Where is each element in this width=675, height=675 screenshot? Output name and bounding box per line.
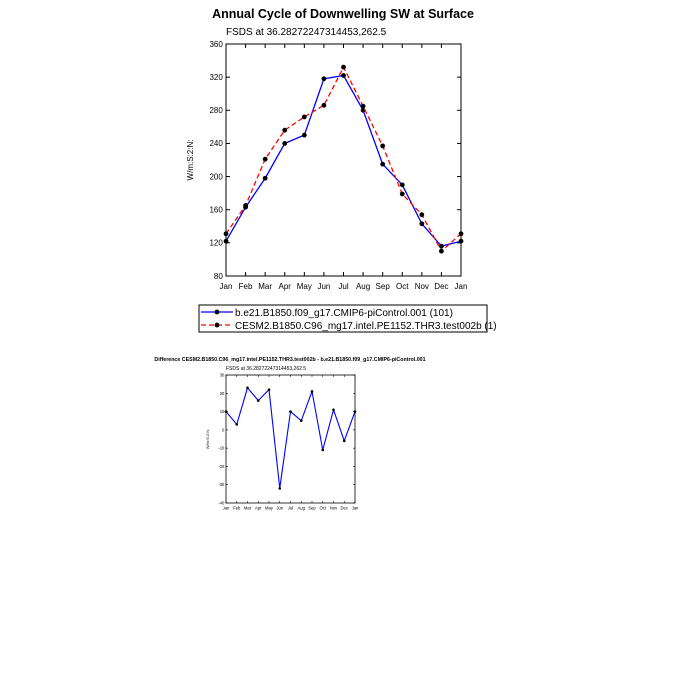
diff-chart-title: Difference CESM2.B1850.C96_mg17.intel.PE1152.THR3.test002b - b.e21.B1850.f09_g17.CMIP6-piControl.001 [154, 357, 426, 363]
main-series-1-point [380, 162, 385, 167]
main-series-1-point [263, 176, 268, 181]
main-xtick-label: Jun [317, 281, 331, 291]
main-chart-subtitle: FSDS at 36.28272247314453,262.5 [226, 27, 387, 38]
legend-marker-series-2 [215, 323, 220, 328]
main-xtick-label: Aug [355, 281, 371, 291]
diff-xtick-label: Jul [287, 505, 294, 511]
main-chart [186, 7, 497, 332]
main-series-2-point [322, 103, 327, 108]
main-ytick-label: 240 [209, 139, 223, 149]
main-series [224, 65, 464, 254]
diff-series-1-point [332, 408, 335, 411]
diff-series-1-point [257, 399, 260, 402]
main-xtick-label: Jan [219, 281, 233, 291]
main-xtick-label: Jul [338, 281, 349, 291]
diff-xtick-label: Aug [297, 505, 305, 511]
main-series-2-point [400, 192, 405, 197]
main-xtick-label: Feb [238, 281, 253, 291]
diff-series-1-point [246, 387, 249, 390]
main-ytick-label: 200 [209, 172, 223, 182]
main-series-2-point [459, 231, 464, 236]
diff-ytick-label: 20 [219, 390, 225, 396]
main-series-2-point [380, 144, 385, 149]
main-ytick-label: 120 [209, 238, 223, 248]
main-ytick-label: 160 [209, 205, 223, 215]
diff-series-1-point [300, 419, 303, 422]
diff-ytick-label: -20 [218, 463, 225, 469]
legend-marker-series-1 [215, 310, 220, 315]
main-series-1-point [224, 239, 229, 244]
diff-series-1-point [268, 388, 271, 391]
diff-series [225, 387, 357, 490]
main-series-2-point [419, 212, 424, 217]
main-series-1-point [439, 244, 444, 249]
legend-label-series-1: b.e21.B1850.f09_g17.CMIP6-piControl.001 (101) [235, 308, 453, 319]
main-series-2-point [263, 157, 268, 162]
main-xtick-label: Dec [434, 281, 449, 291]
diff-ytick-label: -10 [218, 445, 225, 451]
diff-series-1-point [354, 410, 357, 413]
main-series-2-point [243, 203, 248, 208]
diff-xtick-label: Dec [340, 505, 348, 511]
main-series-2-point [341, 65, 346, 70]
main-ytick-label: 80 [213, 271, 223, 281]
main-ytick-label: 360 [209, 39, 223, 49]
diff-xtick-label: Mar [243, 505, 252, 511]
diff-ytick-label: 0 [222, 427, 225, 433]
diff-series-1-point [235, 423, 238, 426]
main-ytick-label: 320 [209, 72, 223, 82]
diff-xtick-label: Jun [276, 505, 284, 511]
main-xtick-label: Sep [375, 281, 390, 291]
main-chart-title: Annual Cycle of Downwelling SW at Surface [212, 7, 474, 21]
main-ytick-label: 280 [209, 106, 223, 116]
legend-label-series-2: CESM2.B1850.C96_mg17.intel.PE1152.THR3.test002b (1) [235, 321, 497, 332]
diff-series-1-point [321, 449, 324, 452]
diff-chart-subtitle: FSDS at 36.28272247314453,262.5 [226, 366, 307, 372]
main-series-2-point [282, 128, 287, 133]
main-series-2-point [224, 231, 229, 236]
diff-axes [218, 372, 359, 510]
main-series-1-point [322, 76, 327, 81]
main-xtick-label: Jan [454, 281, 468, 291]
main-xtick-label: Nov [414, 281, 429, 291]
diff-series-1-point [225, 410, 228, 413]
diff-xtick-label: Feb [233, 505, 241, 511]
main-series-1-point [419, 221, 424, 226]
diff-ytick-label: 30 [219, 372, 225, 378]
diff-xtick-label: Sep [308, 505, 316, 511]
main-series-line-1 [226, 75, 461, 246]
main-series-line-2 [226, 67, 461, 251]
main-axes [209, 40, 467, 291]
main-series-1-point [302, 133, 307, 138]
main-series-1-point [282, 141, 287, 146]
diff-series-1-point [278, 487, 281, 490]
diff-xtick-label: Apr [254, 505, 262, 511]
diff-xtick-label: Jan [222, 505, 230, 511]
diff-series-1-point [311, 390, 314, 393]
main-series-1-point [400, 182, 405, 187]
main-xtick-label: Oct [396, 281, 409, 291]
diff-chart [154, 357, 425, 511]
diff-series-line-1 [226, 388, 355, 489]
main-series-2-point [302, 115, 307, 120]
diff-ytick-label: -40 [218, 500, 225, 506]
main-series-2-point [361, 104, 366, 109]
main-xtick-label: Apr [278, 281, 291, 291]
diff-series-1-point [289, 410, 292, 413]
main-xtick-label: Mar [258, 281, 273, 291]
diff-chart-ylabel: W/m:S:2:N: [205, 428, 210, 450]
diff-xtick-label: Jan [351, 505, 359, 511]
diff-xtick-label: Nov [329, 505, 338, 511]
main-xtick-label: May [296, 281, 312, 291]
diff-xtick-label: Oct [319, 505, 327, 511]
main-series-1-point [341, 73, 346, 78]
main-series-1-point [459, 239, 464, 244]
diff-series-1-point [343, 440, 346, 443]
main-series-2-point [439, 249, 444, 254]
main-plot-frame [226, 44, 461, 276]
diff-xtick-label: May [265, 505, 273, 511]
diff-ytick-label: 10 [219, 409, 225, 415]
diff-ytick-label: -30 [218, 482, 225, 488]
main-chart-ylabel: W/m:S:2:N: [186, 139, 195, 181]
